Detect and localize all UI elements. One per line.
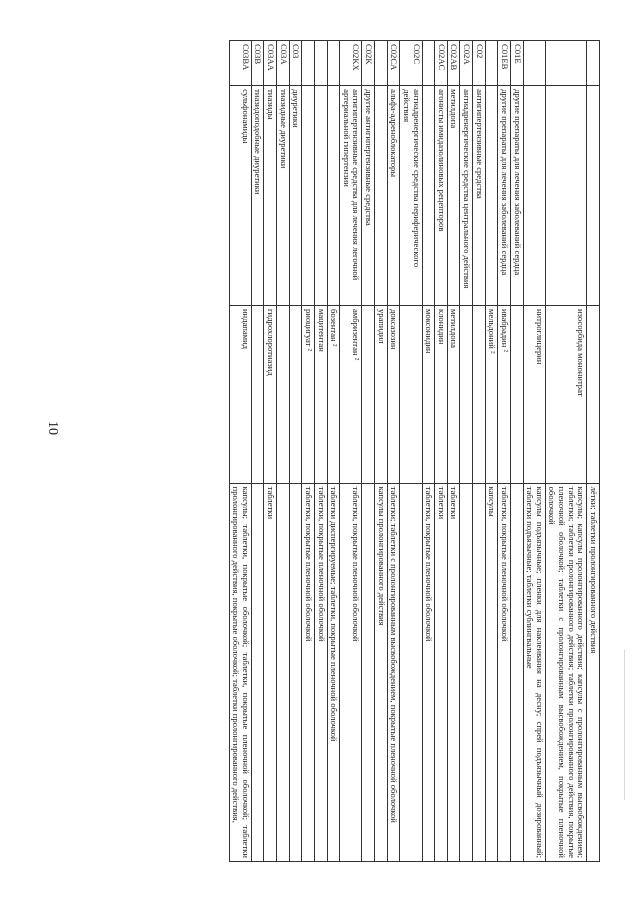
group-name-cell: антиадренергические средства центрального действия (460, 86, 473, 306)
dosage-form-cell: капсулы; таблетки, покрытые оболочкой; таблетки, покрытые пленочной оболочкой; таблетки пролонгированного действия, покрытые оболочкой; таблетки пролонгированного действия, (229, 483, 251, 861)
inn-cell: индапамид (229, 305, 251, 483)
inn-cell: изосорбида мононитрат (545, 305, 587, 483)
dosage-form-cell: капсулы подъязычные; пленки для наклеивания на десну; спрей подъязычный дозированный; таблетки подъязычные; таблетки сублингвальные (523, 483, 545, 861)
atc-code-cell: C02 (473, 41, 486, 86)
atc-code-cell: C02A (460, 41, 473, 86)
atc-code-cell: C02KX (340, 41, 362, 86)
atc-code-cell: C03B (251, 41, 264, 86)
dosage-form-cell: капсулы; капсулы пролонгированного действия; капсулы с пролонгированным высвобождением; таблетки; таблетки пролонгированного действия; таблетки пролонгированного действия, покрытые пленочной оболочкой; таблетки с пролонгированным высвобождением, покрытые пленочной оболочкой (545, 483, 587, 861)
scan-edge-mark (624, 650, 625, 800)
group-name-cell (485, 86, 498, 306)
table-row (289, 41, 302, 862)
group-name-cell: сульфонамиды (229, 86, 251, 306)
inn-cell: амбризентан ² (340, 305, 362, 483)
dosage-form-cell: таблетки диспергируемые; таблетки, покрытые пленочной оболочкой (327, 483, 340, 861)
group-name-cell: агонисты имидазолиновых рецепторов (435, 86, 448, 306)
group-name-cell: тиазиды (264, 86, 277, 306)
drug-classification-table (229, 40, 600, 862)
group-name-cell (327, 86, 340, 306)
atc-code-cell: C03AA (264, 41, 277, 86)
dosage-form-cell (511, 483, 524, 861)
inn-cell (362, 305, 375, 483)
atc-code-cell (327, 41, 340, 86)
dosage-form-cell: таблетки (264, 483, 277, 861)
group-name-cell (545, 86, 587, 306)
atc-code-cell (422, 41, 435, 86)
atc-code-cell: C02AC (435, 41, 448, 86)
inn-cell (277, 305, 290, 483)
table-row (498, 41, 511, 862)
atc-code-cell: C03BA (229, 41, 251, 86)
table-row (460, 41, 473, 862)
dosage-form-cell: таблетки (447, 483, 460, 861)
table-row (264, 41, 277, 862)
inn-cell: риоцигуат ² (302, 305, 315, 483)
atc-code-cell: C02C (400, 41, 422, 86)
group-name-cell (375, 86, 388, 306)
table-row (435, 41, 448, 862)
inn-cell: доксазозин (387, 305, 400, 483)
inn-cell: урапидил (375, 305, 388, 483)
table-row (587, 41, 600, 862)
inn-cell: бозентан ² (327, 305, 340, 483)
group-name-cell (302, 86, 315, 306)
dosage-form-cell: капсулы пролонгированного действия (375, 483, 388, 861)
atc-code-cell: C03 (289, 41, 302, 86)
dosage-form-cell: таблетки, покрытые пленочной оболочкой (498, 483, 511, 861)
group-name-cell (315, 86, 328, 306)
inn-cell (289, 305, 302, 483)
table-row (523, 41, 545, 862)
group-name-cell: другие антигипертензивные средства (362, 86, 375, 306)
table-row (277, 41, 290, 862)
group-name-cell: антигипертензивные средства для лечения легочной артериальной гипертензии (340, 86, 362, 306)
dosage-form-cell (289, 483, 302, 861)
dosage-form-cell: таблетки; таблетки с пролонгированным высвобождением, покрытые пленочной оболочкой (387, 483, 400, 861)
group-name-cell: тиазидоподобные диуретики (251, 86, 264, 306)
group-name-cell: альфа-адреноблокаторы (387, 86, 400, 306)
atc-code-cell (302, 41, 315, 86)
inn-cell: гидрохлоротиазид (264, 305, 277, 483)
group-name-cell: метилдопа (447, 86, 460, 306)
atc-code-cell: C02CA (387, 41, 400, 86)
dosage-form-cell: таблетки, покрытые пленочной оболочкой (315, 483, 328, 861)
group-name-cell: тиазидные диуретики (277, 86, 290, 306)
table-row (473, 41, 486, 862)
table-row (229, 41, 251, 862)
group-name-cell: антигипертензивные средства (473, 86, 486, 306)
group-name-cell: другие препараты для лечения заболеваний сердца (511, 86, 524, 306)
group-name-cell (587, 86, 600, 306)
dosage-form-cell (473, 483, 486, 861)
atc-code-cell (485, 41, 498, 86)
inn-cell: моксонидин (422, 305, 435, 483)
table-body (229, 41, 599, 862)
atc-code-cell: C03A (277, 41, 290, 86)
inn-cell: мельдоний ² (485, 305, 498, 483)
table-row (375, 41, 388, 862)
table-row (545, 41, 587, 862)
atc-code-cell (545, 41, 587, 86)
inn-cell (460, 305, 473, 483)
dosage-form-cell (362, 483, 375, 861)
inn-cell (587, 305, 600, 483)
page-number: 10 (45, 421, 60, 435)
dosage-form-cell (277, 483, 290, 861)
dosage-form-cell: таблетки (435, 483, 448, 861)
table-row (511, 41, 524, 862)
table-row (251, 41, 264, 862)
atc-code-cell (375, 41, 388, 86)
atc-code-cell (523, 41, 545, 86)
table-row (422, 41, 435, 862)
table-row (340, 41, 362, 862)
group-name-cell: антиадренергические средства периферического действия (400, 86, 422, 306)
table-row (327, 41, 340, 862)
dosage-form-cell (400, 483, 422, 861)
dosage-form-cell: таблетки, покрытые пленочной оболочкой (422, 483, 435, 861)
rotated-page-content (70, 40, 600, 862)
group-name-cell (422, 86, 435, 306)
atc-code-cell (587, 41, 600, 86)
dosage-form-cell: таблетки, покрытые пленочной оболочкой (302, 483, 315, 861)
group-name-cell: диуретики (289, 86, 302, 306)
inn-cell: нитроглицерин (523, 305, 545, 483)
inn-cell (400, 305, 422, 483)
atc-code-cell: C02K (362, 41, 375, 86)
table-row (302, 41, 315, 862)
group-name-cell (523, 86, 545, 306)
inn-cell (511, 305, 524, 483)
dosage-form-cell: капсулы (485, 483, 498, 861)
dosage-form-cell: лётки; таблетки пролонгированного действия (587, 483, 600, 861)
table-row (362, 41, 375, 862)
atc-code-cell: C01EB (498, 41, 511, 86)
inn-cell: клонидин (435, 305, 448, 483)
atc-code-cell (315, 41, 328, 86)
table-row (485, 41, 498, 862)
dosage-form-cell (251, 483, 264, 861)
table-row (447, 41, 460, 862)
inn-cell (473, 305, 486, 483)
group-name-cell: другие препараты для лечения заболеваний сердца (498, 86, 511, 306)
inn-cell: ивабрадин ² (498, 305, 511, 483)
inn-cell: метилдопа (447, 305, 460, 483)
inn-cell: мацитентан (315, 305, 328, 483)
inn-cell (251, 305, 264, 483)
atc-code-cell: C02AB (447, 41, 460, 86)
dosage-form-cell: таблетки, покрытые пленочной оболочкой (340, 483, 362, 861)
table-row (387, 41, 400, 862)
dosage-form-cell (460, 483, 473, 861)
atc-code-cell: C01E (511, 41, 524, 86)
table-row (400, 41, 422, 862)
table-row (315, 41, 328, 862)
